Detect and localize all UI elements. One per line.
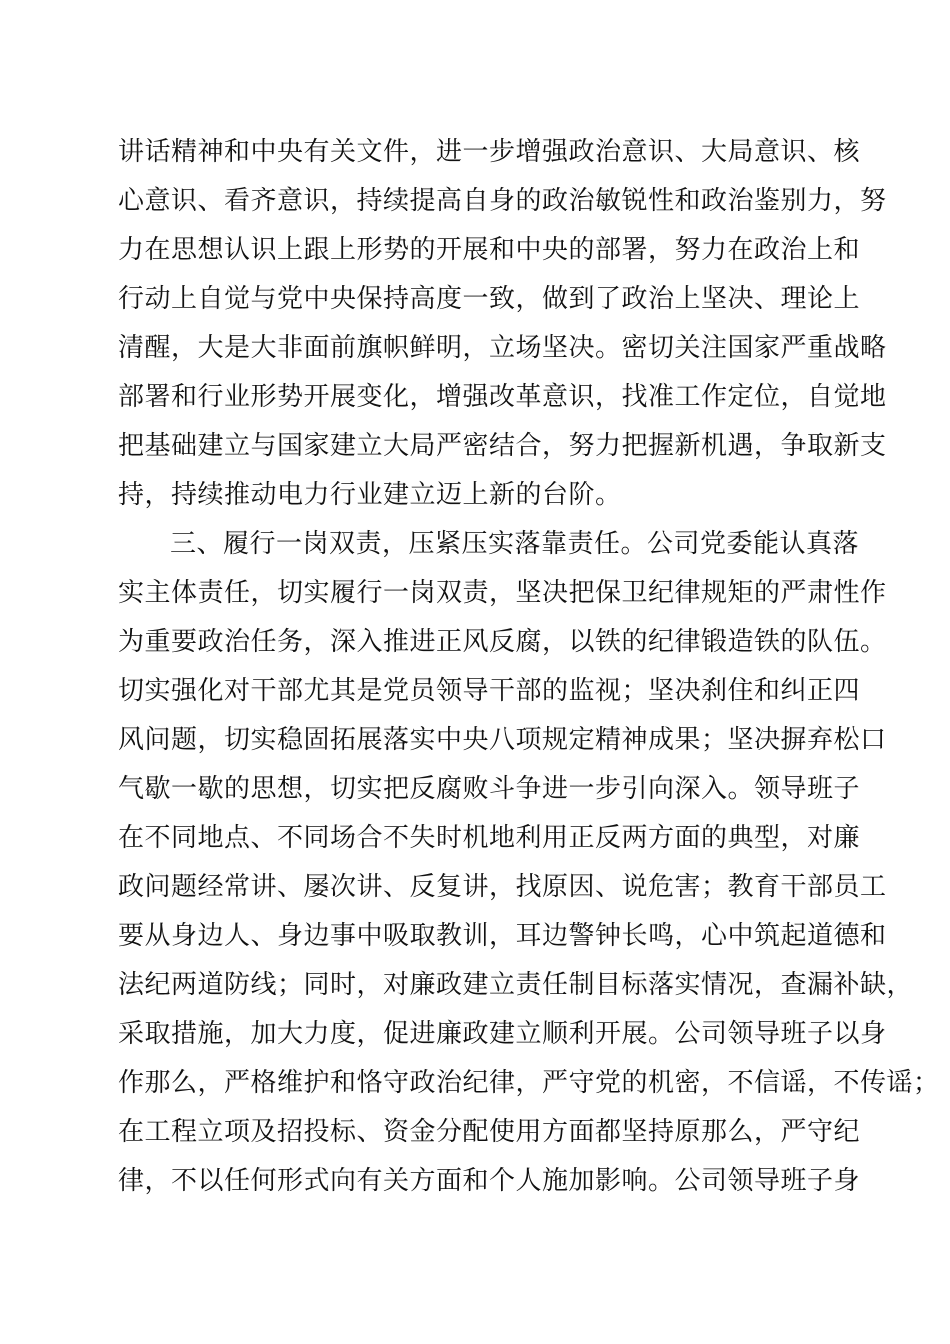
text-line: 法纪两道防线；同时，对廉政建立责任制目标落实情况，查漏补缺， bbox=[118, 970, 914, 1000]
text-line: 清醒，大是大非面前旗帜鲜明，立场坚决。密切关注国家严重战略 bbox=[118, 333, 887, 363]
text-line: 采取措施，加大力度，促进廉政建立顺利开展。公司领导班子以身 bbox=[118, 1019, 887, 1049]
text-line: 律，不以任何形式向有关方面和个人施加影响。公司领导班子身 bbox=[118, 1166, 861, 1196]
text-line: 在工程立项及招投标、资金分配使用方面都坚持原那么，严守纪 bbox=[118, 1117, 861, 1147]
text-line: 力在思想认识上跟上形势的开展和中央的部署，努力在政治上和 bbox=[118, 235, 861, 265]
body-text bbox=[118, 128, 940, 1206]
text-line: 作那么，严格维护和恪守政治纪律，严守党的机密，不信谣，不传谣； bbox=[118, 1068, 940, 1098]
text-line: 实主体责任，切实履行一岗双责，坚决把保卫纪律规矩的严肃性作 bbox=[118, 578, 887, 608]
text-line: 为重要政治任务，深入推进正风反腐，以铁的纪律锻造铁的队伍。 bbox=[118, 627, 887, 657]
text-line: 要从身边人、身边事中吸取教训，耳边警钟长鸣，心中筑起道德和 bbox=[118, 921, 887, 951]
text-line: 把基础建立与国家建立大局严密结合，努力把握新机遇，争取新支 bbox=[118, 431, 887, 461]
text-line: 部署和行业形势开展变化，增强改革意识，找准工作定位，自觉地 bbox=[118, 382, 887, 412]
text-line: 切实强化对干部尤其是党员领导干部的监视；坚决刹住和纠正四 bbox=[118, 676, 861, 706]
text-line: 风问题，切实稳固拓展落实中央八项规定精神成果；坚决摒弃松口 bbox=[118, 725, 887, 755]
text-line: 气歇一歇的思想，切实把反腐败斗争进一步引向深入。领导班子 bbox=[118, 774, 861, 804]
section-heading-line: 三、履行一岗双责，压紧压实落靠责任。公司党委能认真落 bbox=[170, 529, 860, 559]
text-line: 心意识、看齐意识，持续提高自身的政治敏锐性和政治鉴别力，努 bbox=[118, 186, 887, 216]
text-line: 在不同地点、不同场合不失时机地利用正反两方面的典型，对廉 bbox=[118, 823, 861, 853]
text-line: 行动上自觉与党中央保持高度一致，做到了政治上坚决、理论上 bbox=[118, 284, 861, 314]
text-line: 政问题经常讲、屡次讲、反复讲，找原因、说危害；教育干部员工 bbox=[118, 872, 887, 902]
text-line: 持，持续推动电力行业建立迈上新的台阶。 bbox=[118, 480, 622, 510]
text-line: 讲话精神和中央有关文件，进一步增强政治意识、大局意识、核 bbox=[118, 137, 861, 167]
